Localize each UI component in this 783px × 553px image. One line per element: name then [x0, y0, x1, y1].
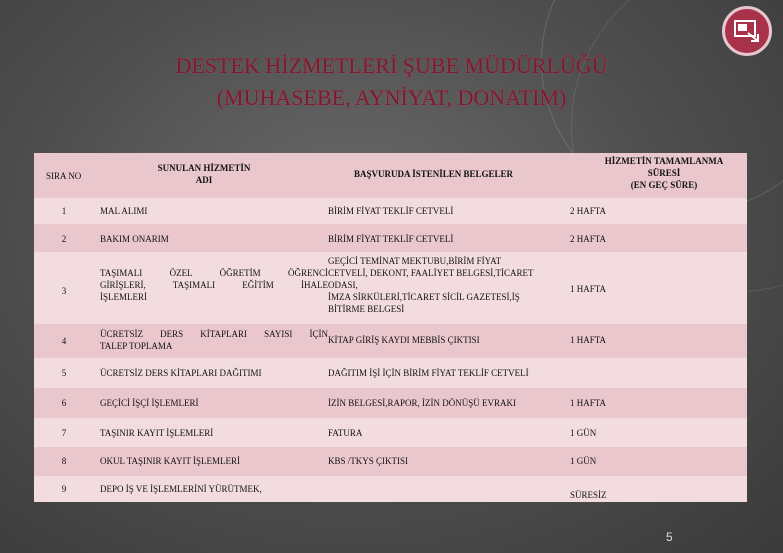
- row-number: 4: [61, 336, 67, 346]
- row-number: 5: [61, 368, 67, 378]
- row-duration: 2 HAFTA: [570, 206, 607, 216]
- table-row: [34, 388, 747, 418]
- row-duration: SÜRESİZ: [570, 490, 607, 500]
- page-number: 5: [666, 530, 673, 544]
- table-row: [34, 252, 747, 324]
- row-number: 8: [61, 456, 67, 466]
- table-row: [34, 476, 747, 502]
- row-documents: KBS /TKYS ÇIKTISI: [328, 456, 409, 466]
- row-service: GEÇİCİ İŞÇİ İŞLEMLERİ: [100, 398, 199, 408]
- row-duration: 2 HAFTA: [570, 234, 607, 244]
- table-row: [34, 358, 747, 388]
- row-duration: 1 HAFTA: [570, 398, 607, 408]
- header-sira-no: SIRA NO: [46, 171, 82, 181]
- row-duration: 1 HAFTA: [570, 284, 607, 294]
- row-number: 9: [61, 484, 67, 494]
- row-documents: BİRİM FİYAT TEKLİF CETVELİ: [328, 206, 454, 216]
- table-row: [34, 198, 747, 224]
- row-service: BAKIM ONARIM: [100, 234, 169, 244]
- page-subtitle: (MUHASEBE, AYNİYAT, DONATIM): [216, 85, 567, 110]
- table-row: [34, 224, 747, 252]
- row-number: 1: [61, 206, 67, 216]
- row-service: TAŞINIR KAYIT İŞLEMLERİ: [100, 428, 214, 438]
- row-duration: 1 HAFTA: [570, 335, 607, 345]
- row-number: 3: [61, 286, 67, 296]
- row-documents: GEÇİCİ TEMİNAT MEKTUBU,BİRİM FİYAT CETVELİ, DEKONT, FAALİYET BELGESİ,TİCARET ODASI, İMZA SİRKÜLERİ,TİCARET SİCİL GAZETESİ,İŞ BİTİRME BELGESİ: [328, 256, 534, 314]
- services-table: [34, 153, 747, 502]
- row-service: ÜCRETSİZ DERS KİTAPLARI DAĞITIMI: [100, 368, 262, 378]
- row-documents: KİTAP GİRİŞ KAYDI MEBBİS ÇIKTISI: [328, 335, 480, 345]
- row-duration: 1 GÜN: [570, 456, 597, 466]
- row-number: 6: [61, 398, 67, 408]
- row-number: 2: [61, 234, 67, 244]
- presentation-exit-icon[interactable]: [722, 6, 772, 56]
- row-duration: 1 GÜN: [570, 428, 597, 438]
- header-belgeler: BAŞVURUDA İSTENİLEN BELGELER: [354, 169, 514, 179]
- table-row: [34, 324, 747, 358]
- table-header-row: [34, 153, 747, 198]
- row-service: TAŞIMALI ÖZEL ÖĞRETİM ÖĞRENCİ GİRİŞLERİ, TAŞIMALI EĞİTİM İHALE İŞLEMLERİ: [100, 268, 328, 302]
- page-title: DESTEK HİZMETLERİ ŞUBE MÜDÜRLÜĞÜ: [175, 53, 608, 78]
- row-service: ÜCRETSİZ DERS KİTAPLARI SAYISI İÇİN TALEP TOPLAMA: [100, 329, 328, 351]
- header-sure: HİZMETİN TAMAMLANMA SÜRESİ (EN GEÇ SÜRE): [604, 156, 724, 190]
- row-documents: DAĞITIM İŞİ İÇİN BİRİM FİYAT TEKLİF CETVELİ: [328, 368, 529, 378]
- header-hizmet: SUNULAN HİZMETİN ADI: [157, 163, 251, 185]
- row-service: OKUL TAŞINIR KAYIT İŞLEMLERİ: [100, 456, 241, 466]
- row-documents: BİRİM FİYAT TEKLİF CETVELİ: [328, 234, 454, 244]
- row-service: MAL ALIMI: [100, 206, 148, 216]
- row-service: DEPO İŞ VE İŞLEMLERİNİ YÜRÜTMEK,: [100, 484, 262, 494]
- row-number: 7: [61, 428, 67, 438]
- table-row: [34, 447, 747, 476]
- table-row: [34, 418, 747, 447]
- row-documents: İZİN BELGESİ,RAPOR, İZİN DÖNÜŞÜ EVRAKI: [328, 398, 516, 408]
- row-documents: FATURA: [328, 428, 363, 438]
